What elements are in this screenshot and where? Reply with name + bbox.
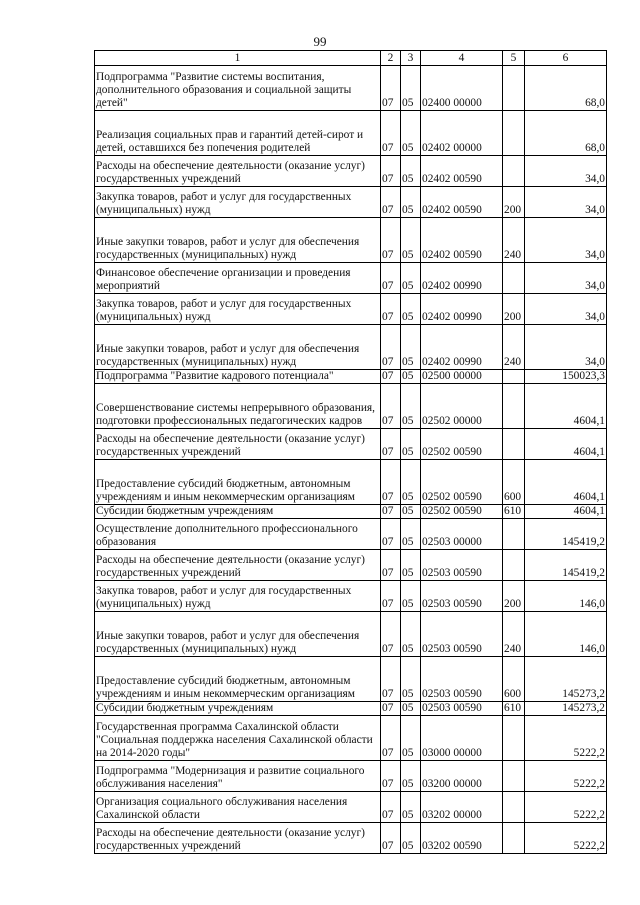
row-expense-type-cell: 610 — [503, 505, 525, 519]
row-section-cell: 07 — [381, 294, 401, 325]
row-amount-cell: 4604,1 — [525, 429, 607, 460]
row-amount-cell: 145419,2 — [525, 550, 607, 581]
col-header-6: 6 — [525, 51, 607, 66]
row-amount-cell: 34,0 — [525, 294, 607, 325]
table-row — [95, 370, 607, 384]
row-target-article-cell: 02503 00590 — [421, 702, 503, 716]
row-expense-type-cell — [503, 263, 525, 294]
row-target-article-cell: 02502 00590 — [421, 460, 503, 505]
row-name-cell: Осуществление дополнительного профессионального образования — [95, 519, 381, 550]
table-row — [95, 384, 607, 429]
row-section-cell: 07 — [381, 657, 401, 702]
row-expense-type-cell — [503, 550, 525, 581]
table-row — [95, 657, 607, 702]
table-row — [95, 263, 607, 294]
col-header-5: 5 — [503, 51, 525, 66]
row-subsection-cell: 05 — [401, 761, 421, 792]
col-header-4: 4 — [421, 51, 503, 66]
row-section-cell: 07 — [381, 384, 401, 429]
row-section-cell: 07 — [381, 550, 401, 581]
row-amount-cell: 5222,2 — [525, 792, 607, 823]
row-amount-cell: 5222,2 — [525, 823, 607, 854]
page-number: 99 — [313, 34, 327, 49]
row-subsection-cell: 05 — [401, 429, 421, 460]
row-name-cell: Подпрограмма "Модернизация и развитие социального обслуживания населения" — [95, 761, 381, 792]
row-subsection-cell: 05 — [401, 218, 421, 263]
row-section-cell: 07 — [381, 823, 401, 854]
row-name-cell: Иные закупки товаров, работ и услуг для обеспечения государственных (муниципальных) нужд — [95, 325, 381, 370]
table-row — [95, 156, 607, 187]
row-expense-type-cell — [503, 111, 525, 156]
table-row — [95, 702, 607, 716]
row-subsection-cell: 05 — [401, 325, 421, 370]
row-amount-cell: 34,0 — [525, 325, 607, 370]
row-section-cell: 07 — [381, 218, 401, 263]
row-name-cell: Иные закупки товаров, работ и услуг для обеспечения государственных (муниципальных) нужд — [95, 218, 381, 263]
row-subsection-cell: 05 — [401, 519, 421, 550]
row-amount-cell: 68,0 — [525, 66, 607, 111]
budget-table — [94, 50, 607, 854]
row-expense-type-cell — [503, 761, 525, 792]
row-section-cell: 07 — [381, 612, 401, 657]
row-expense-type-cell — [503, 156, 525, 187]
row-target-article-cell: 02402 00990 — [421, 294, 503, 325]
row-name-cell: Закупка товаров, работ и услуг для государственных (муниципальных) нужд — [95, 294, 381, 325]
table-row — [95, 218, 607, 263]
row-target-article-cell: 02503 00590 — [421, 612, 503, 657]
col-header-2: 2 — [381, 51, 401, 66]
row-target-article-cell: 02502 00000 — [421, 384, 503, 429]
row-name-cell: Организация социального обслуживания населения Сахалинской области — [95, 792, 381, 823]
row-subsection-cell: 05 — [401, 823, 421, 854]
row-name-cell: Расходы на обеспечение деятельности (оказание услуг) государственных учреждений — [95, 823, 381, 854]
row-amount-cell: 34,0 — [525, 218, 607, 263]
table-row — [95, 505, 607, 519]
row-name-cell: Подпрограмма "Развитие кадрового потенциала" — [95, 370, 381, 384]
table-row — [95, 823, 607, 854]
row-expense-type-cell: 200 — [503, 581, 525, 612]
row-expense-type-cell — [503, 519, 525, 550]
table-row — [95, 325, 607, 370]
row-target-article-cell: 02402 00590 — [421, 156, 503, 187]
row-name-cell: Расходы на обеспечение деятельности (оказание услуг) государственных учреждений — [95, 550, 381, 581]
row-target-article-cell: 02503 00590 — [421, 581, 503, 612]
row-target-article-cell: 02500 00000 — [421, 370, 503, 384]
row-section-cell: 07 — [381, 325, 401, 370]
row-target-article-cell: 02503 00590 — [421, 550, 503, 581]
row-expense-type-cell: 240 — [503, 325, 525, 370]
row-section-cell: 07 — [381, 519, 401, 550]
table-row — [95, 519, 607, 550]
row-target-article-cell: 02502 00590 — [421, 505, 503, 519]
col-header-1: 1 — [95, 51, 381, 66]
row-name-cell: Предоставление субсидий бюджетным, автономным учреждениям и иным некоммерческим организациям — [95, 460, 381, 505]
row-amount-cell: 4604,1 — [525, 384, 607, 429]
row-target-article-cell: 02402 00000 — [421, 111, 503, 156]
row-expense-type-cell — [503, 370, 525, 384]
row-target-article-cell: 02400 00000 — [421, 66, 503, 111]
row-target-article-cell: 03202 00590 — [421, 823, 503, 854]
table-row — [95, 761, 607, 792]
row-amount-cell: 146,0 — [525, 581, 607, 612]
row-target-article-cell: 02402 00990 — [421, 325, 503, 370]
row-target-article-cell: 03200 00000 — [421, 761, 503, 792]
row-subsection-cell: 05 — [401, 581, 421, 612]
table-row — [95, 612, 607, 657]
row-expense-type-cell — [503, 716, 525, 761]
row-subsection-cell: 05 — [401, 263, 421, 294]
row-subsection-cell: 05 — [401, 156, 421, 187]
row-target-article-cell: 02402 00590 — [421, 218, 503, 263]
row-name-cell: Закупка товаров, работ и услуг для государственных (муниципальных) нужд — [95, 581, 381, 612]
row-expense-type-cell: 610 — [503, 702, 525, 716]
row-target-article-cell: 02402 00590 — [421, 187, 503, 218]
row-section-cell: 07 — [381, 716, 401, 761]
row-expense-type-cell — [503, 792, 525, 823]
row-subsection-cell: 05 — [401, 460, 421, 505]
table-row — [95, 111, 607, 156]
row-subsection-cell: 05 — [401, 657, 421, 702]
row-amount-cell: 145273,2 — [525, 702, 607, 716]
table-row — [95, 294, 607, 325]
row-amount-cell: 145273,2 — [525, 657, 607, 702]
row-target-article-cell: 02402 00990 — [421, 263, 503, 294]
row-subsection-cell: 05 — [401, 384, 421, 429]
row-name-cell: Субсидии бюджетным учреждениям — [95, 702, 381, 716]
row-name-cell: Расходы на обеспечение деятельности (оказание услуг) государственных учреждений — [95, 156, 381, 187]
row-amount-cell: 68,0 — [525, 111, 607, 156]
row-section-cell: 07 — [381, 792, 401, 823]
row-expense-type-cell — [503, 66, 525, 111]
table-row — [95, 66, 607, 111]
row-amount-cell: 146,0 — [525, 612, 607, 657]
row-name-cell: Предоставление субсидий бюджетным, автономным учреждениям и иным некоммерческим организациям — [95, 657, 381, 702]
row-expense-type-cell: 200 — [503, 294, 525, 325]
table-row — [95, 429, 607, 460]
table-row — [95, 460, 607, 505]
row-expense-type-cell — [503, 823, 525, 854]
row-target-article-cell: 02503 00000 — [421, 519, 503, 550]
row-name-cell: Финансовое обеспечение организации и проведения мероприятий — [95, 263, 381, 294]
row-amount-cell: 34,0 — [525, 156, 607, 187]
row-expense-type-cell: 240 — [503, 612, 525, 657]
row-subsection-cell: 05 — [401, 716, 421, 761]
row-expense-type-cell: 200 — [503, 187, 525, 218]
row-target-article-cell: 02502 00590 — [421, 429, 503, 460]
row-amount-cell: 145419,2 — [525, 519, 607, 550]
row-expense-type-cell: 600 — [503, 657, 525, 702]
row-name-cell: Расходы на обеспечение деятельности (оказание услуг) государственных учреждений — [95, 429, 381, 460]
row-expense-type-cell — [503, 384, 525, 429]
row-expense-type-cell: 600 — [503, 460, 525, 505]
row-section-cell: 07 — [381, 66, 401, 111]
table-row — [95, 187, 607, 218]
row-name-cell: Закупка товаров, работ и услуг для государственных (муниципальных) нужд — [95, 187, 381, 218]
row-subsection-cell: 05 — [401, 702, 421, 716]
row-name-cell: Государственная программа Сахалинской области "Социальная поддержка населения Сахалинской области на 2014-2020 годы" — [95, 716, 381, 761]
row-subsection-cell: 05 — [401, 370, 421, 384]
row-section-cell: 07 — [381, 429, 401, 460]
header-row — [95, 51, 607, 66]
row-section-cell: 07 — [381, 263, 401, 294]
row-name-cell: Иные закупки товаров, работ и услуг для обеспечения государственных (муниципальных) нужд — [95, 612, 381, 657]
row-subsection-cell: 05 — [401, 187, 421, 218]
row-section-cell: 07 — [381, 505, 401, 519]
row-name-cell: Подпрограмма "Развитие системы воспитания, дополнительного образования и социальной защиты детей" — [95, 66, 381, 111]
table-row — [95, 792, 607, 823]
col-header-3: 3 — [401, 51, 421, 66]
table-row — [95, 550, 607, 581]
row-amount-cell: 5222,2 — [525, 761, 607, 792]
row-expense-type-cell: 240 — [503, 218, 525, 263]
row-subsection-cell: 05 — [401, 294, 421, 325]
row-section-cell: 07 — [381, 111, 401, 156]
row-amount-cell: 150023,3 — [525, 370, 607, 384]
row-amount-cell: 5222,2 — [525, 716, 607, 761]
row-section-cell: 07 — [381, 187, 401, 218]
row-subsection-cell: 05 — [401, 111, 421, 156]
row-section-cell: 07 — [381, 370, 401, 384]
row-section-cell: 07 — [381, 581, 401, 612]
row-amount-cell: 4604,1 — [525, 505, 607, 519]
row-target-article-cell: 02503 00590 — [421, 657, 503, 702]
row-subsection-cell: 05 — [401, 66, 421, 111]
row-subsection-cell: 05 — [401, 612, 421, 657]
row-subsection-cell: 05 — [401, 550, 421, 581]
row-name-cell: Субсидии бюджетным учреждениям — [95, 505, 381, 519]
row-section-cell: 07 — [381, 156, 401, 187]
row-section-cell: 07 — [381, 702, 401, 716]
table-row — [95, 581, 607, 612]
row-section-cell: 07 — [381, 761, 401, 792]
row-amount-cell: 34,0 — [525, 187, 607, 218]
row-section-cell: 07 — [381, 460, 401, 505]
row-name-cell: Совершенствование системы непрерывного образования, подготовки профессиональных педагогических кадров — [95, 384, 381, 429]
row-subsection-cell: 05 — [401, 505, 421, 519]
row-amount-cell: 4604,1 — [525, 460, 607, 505]
row-target-article-cell: 03000 00000 — [421, 716, 503, 761]
row-target-article-cell: 03202 00000 — [421, 792, 503, 823]
row-expense-type-cell — [503, 429, 525, 460]
row-name-cell: Реализация социальных прав и гарантий детей-сирот и детей, оставшихся без попечения родителей — [95, 111, 381, 156]
row-subsection-cell: 05 — [401, 792, 421, 823]
row-amount-cell: 34,0 — [525, 263, 607, 294]
table-row — [95, 716, 607, 761]
